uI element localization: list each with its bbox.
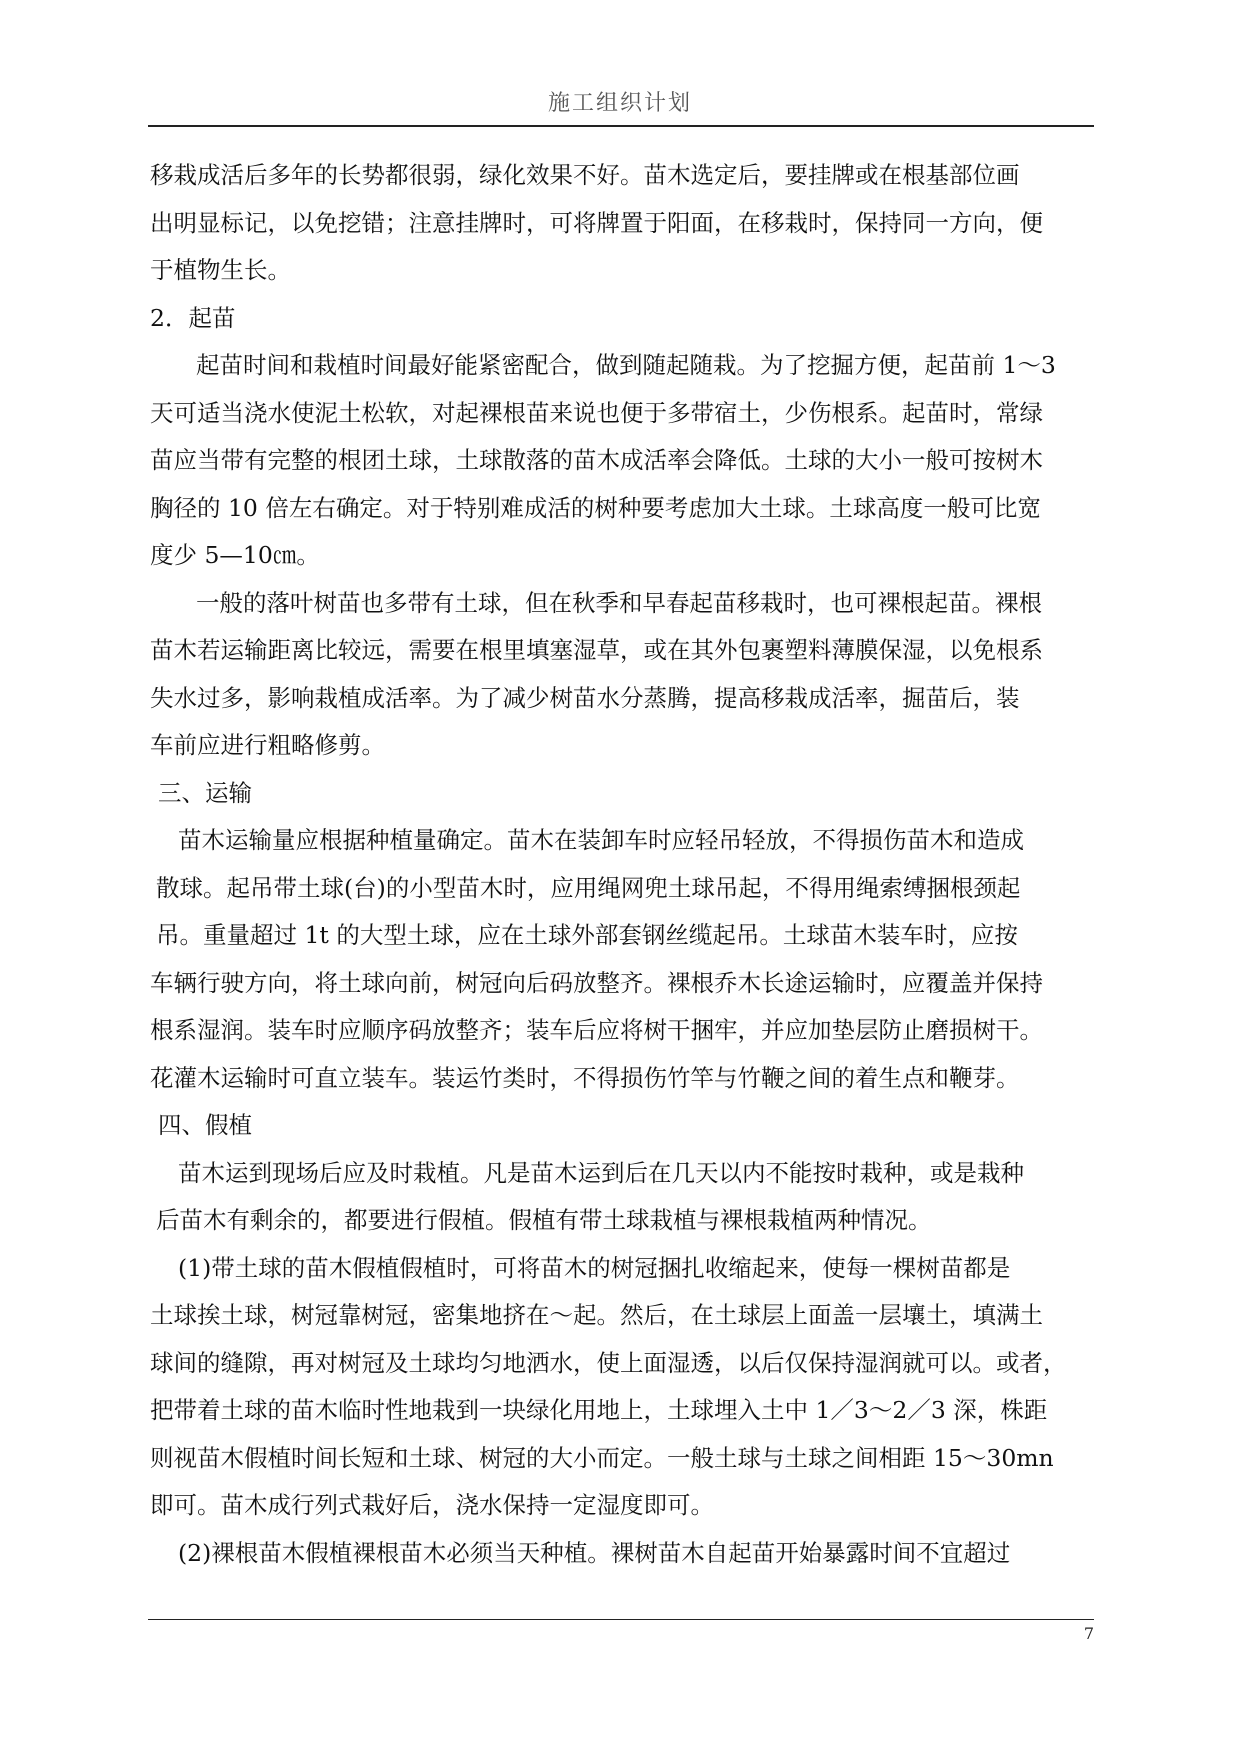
text-line: 把带着土球的苗木临时性地栽到一块绿化用地上，土球埋入土中 1／3～2／3 深，株距 (150, 1396, 1048, 1424)
text-line: 胸径的 10 倍左右确定。对于特别难成活的树种要考虑加大土球。土球高度一般可比宽 (150, 493, 1041, 522)
page-number: 7 (1083, 1624, 1094, 1643)
footer-divider (148, 1619, 1094, 1620)
text-line: 出明显标记，以免挖错；注意挂牌时，可将牌置于阳面，在移栽时，保持同一方向，便 (150, 208, 1043, 237)
text-line: 苗木运到现场后应及时栽植。凡是苗木运到后在几天以内不能按时栽种，或是栽种 (178, 1158, 1024, 1187)
text-line: 后苗木有剩余的，都要进行假植。假植有带土球栽植与裸根栽植两种情况。 (156, 1206, 932, 1234)
text-line: 则视苗木假植时间长短和土球、树冠的大小而定。一般土球与土球之间相距 15～30mn (150, 1443, 1054, 1472)
text-line: 散球。起吊带土球(台)的小型苗木时，应用绳网兜土球吊起，不得用绳索缚捆根颈起 (156, 873, 1021, 902)
text-line: 一般的落叶树苗也多带有土球，但在秋季和早春起苗移栽时，也可裸根起苗。裸根 (196, 588, 1042, 617)
header-divider (148, 125, 1094, 127)
text-line: 四、假植 (158, 1111, 252, 1139)
text-line: 移栽成活后多年的长势都很弱，绿化效果不好。苗木选定后，要挂牌或在根基部位画 (150, 161, 1020, 189)
text-line: (1)带土球的苗木假植假植时，可将苗木的树冠捆扎收缩起来，使每一棵树苗都是 (178, 1253, 1011, 1282)
text-line: 球间的缝隙，再对树冠及土球均匀地洒水，使上面湿透，以后仅保持湿润就可以。或者， (150, 1348, 1067, 1377)
text-line: 度少 5—10㎝。 (150, 541, 320, 569)
text-line: 车辆行驶方向，将土球向前，树冠向后码放整齐。裸根乔木长途运输时，应覆盖并保持 (150, 968, 1043, 997)
text-line: 于植物生长。 (150, 256, 291, 284)
text-line: 苗木运输量应根据种植量确定。苗木在装卸车时应轻吊轻放，不得损伤苗木和造成 (178, 826, 1024, 854)
text-line: 三、运输 (158, 778, 252, 807)
text-line: 失水过多，影响栽植成活率。为了减少树苗水分蒸腾，提高移栽成活率，掘苗后，装 (150, 683, 1020, 712)
text-line: 吊。重量超过 1t 的大型土球，应在土球外部套钢丝缆起吊。土球苗木装车时，应按 (156, 921, 1018, 949)
text-line: 天可适当浇水使泥土松软，对起裸根苗来说也便于多带宿土，少伤根系。起苗时，常绿 (150, 398, 1043, 427)
text-line: 即可。苗木成行列式栽好后，浇水保持一定湿度即可。 (150, 1491, 714, 1519)
text-line: 起苗时间和栽植时间最好能紧密配合，做到随起随栽。为了挖掘方便，起苗前 1～3 (196, 351, 1056, 379)
text-line: 苗应当带有完整的根团土球，土球散落的苗木成活率会降低。土球的大小一般可按树木 (150, 446, 1043, 474)
text-line: 2．起苗 (150, 303, 236, 332)
text-line: (2)裸根苗木假植裸根苗木必须当天种植。裸树苗木自起苗开始暴露时间不宜超过 (178, 1538, 1011, 1567)
page-header-title: 施工组织计划 (547, 91, 692, 116)
text-line: 花灌木运输时可直立装车。装运竹类时，不得损伤竹竿与竹鞭之间的着生点和鞭芽。 (150, 1063, 1020, 1092)
text-line: 根系湿润。装车时应顺序码放整齐；装车后应将树干捆牢，并应加垫层防止磨损树干。 (150, 1016, 1043, 1044)
text-line: 苗木若运输距离比较远，需要在根里填塞湿草，或在其外包裹塑料薄膜保湿，以免根系 (150, 636, 1043, 664)
text-line: 土球挨土球，树冠靠树冠，密集地挤在～起。然后，在土球层上面盖一层壤土，填满土 (150, 1301, 1043, 1329)
document-body (150, 152, 1100, 1577)
text-line: 车前应进行粗略修剪。 (150, 731, 385, 759)
